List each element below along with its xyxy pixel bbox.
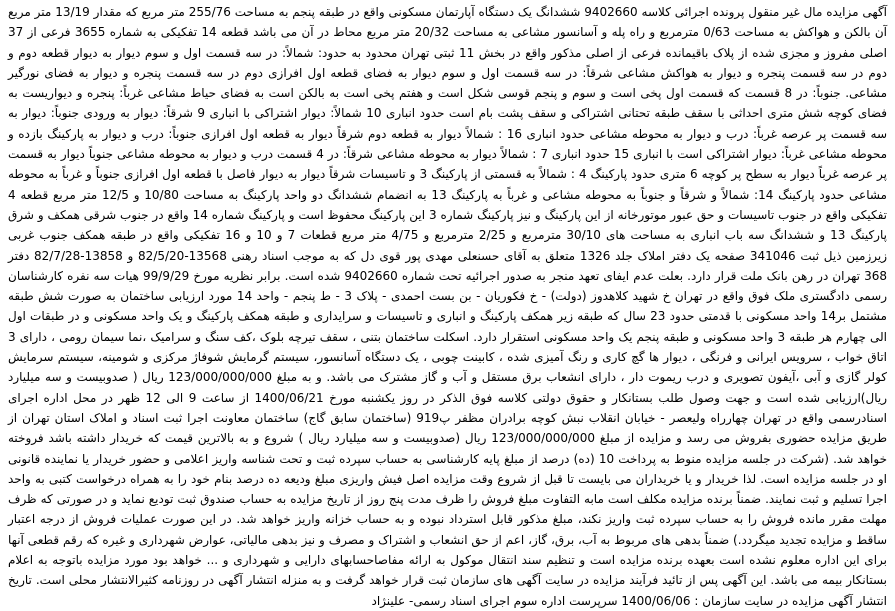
auction-notice-text: آگهی مزایده مال غیر منقول پرونده اجرائی کلاسه 9402660 ششدانگ یک دستگاه آپارتمان مسکونی واقع در طبقه پنجم به مساحت 255/76 متر مربع که مقدار 13/19 متر مربع آن بالکن و هواکش به مساحت 0/63 مترمربع و راه پله و آسانسور مشاعی به مساحت 20/32 متر مربع محاط در آن می باشد قطعه 14 تفکیکی به شماره 3655 فرعی از 37 اصلی مفروز و مجزی شده از پلاک باقیمانده فرعی از اصلی مذکور واقع در بخش 11 ثبتی تهران محدود به حدود: شمالاً: در سه قسمت اول و سوم دیوار به دیوار قطعه دوم و دوم در سه قسمت پنجره و دیوار به هواکش مشاعی شرقاً: در سه قسمت اول و سوم دیوار به فضای قطعه اول افرازی دوم در سه قسمت پنجره و دیوار به فضای نورگیر مشاعی. جنوباً: در 8 قسمت که قسمت اول پخی است و سوم و پنجم قوسی شکل است و هفتم پخی است به بالکن است به فضای حیاط مشاعی غرباً: پنجره و دیواریست به فضای کوچه شش متری احداثی با سقف طبقه تحتانی اشتراکی و سقف پشت بام است حدود انباری 10 شمالاً: دیوار اشتراکی با انباری 9 شرقاً: دیوار به ورودی جنوباً: دیوار به سه قسمت پر عرصه غرباً: درب و دیوار به محوطه مشاعی حدود انباری 16 : شمالاً دیوار به قطعه دوم شرقاً دیوار به قطعه اول افرازی جنوباً: درب و دیوار به پارکینگ بازده و محوطه مشاعی غرباً: دیوار اشتراکی است با انباری 15 حدود انباری 7 : شمالاً دیوار به محوطه مشاعی شرقاً: در 4 قسمت درب و دیوار به محوطه مشاعی جنوباً دیوار به قسمت پر عرصه غرباً دیوار به سطح پر کوچه 6 متری حدود پارکینگ 4 : شمالاً به قسمتی از پارکینگ 3 و تاسیسات شرقاً دیوار به دیوار فاصل با قطعه اول افرازی جنوباً و غرباً به محوطه مشاعی حدود پارکینگ 14: شمالاً و شرقاً و جنوباً به محوطه مشاعی و غرباً به پارکینگ 13 به انضمام ششدانگ دو واحد پارکینگ به مساحت 10/80 و 12/5 متر مربع قطعه 4 تفکیکی واقع در جنوب تاسیسات و حق عبور موتورخانه از این پارکینگ و نیز پارکینگ شماره 3 این پارکینگ محفوظ است و پارکینگ شماره 14 واقع در جنوب شرقی همکف و شرق پارکینگ 13 و ششدانگ سه باب انباری به مساحت های 30/10 مترمربع و 2/25 مترمربع و 4/75 متر مربع قطعات 7 و 10 و 16 تفکیکی واقع در طبقه همکف جنوب غربی زیرزمین ذیل ثبت 341046 صفحه یک دفتر املاک جلد 1326 متعلق به آقای حسنعلی مهدی پور قوی دل که به موجب اسناد رهنی 13568-82/5/20 و 13858-82/7/28 دفتر 368 تهران در رهن بانک ملت قرار دارد. بعلت عدم ایفای تعهد منجر به صدور اجرائیه تحت شماره 9402660 شده است. برابر نظریه مورخ 99/9/29 هیات سه نفره کارشناسان رسمی دادگستری ملک فوق واقع در تهران خ شهید کلاهدوز (دولت) - خ فکوریان - بن بست احمدی - پلاک 3 - ط پنجم - واحد 14 مورد ارزیابی ساختمان به صورت شش طبقه مشتمل بر14 واحد مسکونی با قدمتی حدود 23 سال که طبقه زیر همکف پارکینگ و انباری و تاسیسات و سرایداری و طبقه همکف پارکینگ و یک واحد مسکونی و در طبقات اول الی چهارم هر طبقه 3 واحد مسکونی و طبقه پنجم یک واحد مسکونی استقرار دارد. اسکلت ساختمان بتنی ، سقف تیرچه بلوک ،کف سنگ و سرامیک ،نما سیمان رومی ، دارای 3 اتاق خواب ، سرویس ایرانی و فرنگی ، دیوار ها گچ کاری و رنگ آمیزی شده ، کابینت چوبی ، یک دستگاه آسانسور، سیستم گرمایش شوفاژ مرکزی و شومینه، سیستم سرمایش کولر گازی و آبی ،آیفون تصویری و درب ریموت دار ، دارای انشعاب برق مستقل و آب و گاز مشترک می باشد. و به مبلغ 123/000/000/000 ریال ( صدوبیست و سه میلیارد ریال)ارزیابی شده است و جهت وصول طلب بستانکار و حقوق دولتی کلاسه فوق الذکر در روز یکشنبه مورخ 1400/06/21 از ساعت 9 الی 12 ظهر در محل اداره اجرای اسنادرسمی واقع در تهران چهارراه ولیعصر - خیابان انقلاب نبش کوچه برادران مظفر پ919 (ساختمان سابق گاج) ساختمان معاونت اجرا ثبت اسناد و املاک استان تهران از طریق مزایده حضوری بفروش می رسد و مزایده از مبلغ 123/000/000/000 ریال (صدوبیست و سه میلیارد ریال ) شروع و به بالاترین قیمت که خریدار داشته باشد فروخته خواهد شد. (شرکت در جلسه مزایده منوط به پرداخت 10 (ده) درصد از مبلغ پایه کارشناسی به حساب سپرده ثبت و تحت شناسه واریز اعلامی و حضور خریدار یا نماینده قانونی او در جلسه مزایده است. لذا خریدار و یا خریداران می بایست تا قبل از شروع وقت مزایده اصل فیش واریزی مبلغ ودیعه ده درصد بنام خود را به همراه درخواست کتبی به واحد اجرا تسلیم و ثبت نمایند. ضمناً برنده مزایده مکلف است مابه التفاوت مبلغ فروش را ظرف مدت پنج روز از تاریخ مزایده به حساب صندوق ثبت تودیع نماید و در صورتی که ظرف مهلت مقرر مانده فروش را به حساب سپرده ثبت واریز نکند، مبلغ مذکور قابل استرداد نبوده و به حساب خزانه واریز خواهد شد. در این صورت عملیات فروش از درجه اعتبار ساقط و مزایده تجدید میگردد.) ضمناً بدهی های مربوط به آب، برق، گاز، اعم از حق انشعاب و اشتراک و مصرف و نیز بدهی مالیاتی، عوارض شهرداری و غیره که رقم قطعی آنها برای این اداره معلوم نشده است بعهده برنده مزایده است و تنظیم سند انتقال موکول به ارائه مفاصاحسابهای دارایی و شهرداری و ... خواهد بود مورد مزایده باتوجه به اعلام بستانکار بیمه می باشد. این آگهی پس از تائید فرآیند مزایده در سایت آگهی های سازمان ثبت قرار خواهد گرفت و به منزله انتشار آگهی در روزنامه کثیرالانتشار محلی است. تاریخ انتشار آگهی مزایده در سایت سازمان : 1400/06/06 سرپرست اداره سوم اجرای اسناد رسمی- علینژاد <box>8 5 888 608</box>
